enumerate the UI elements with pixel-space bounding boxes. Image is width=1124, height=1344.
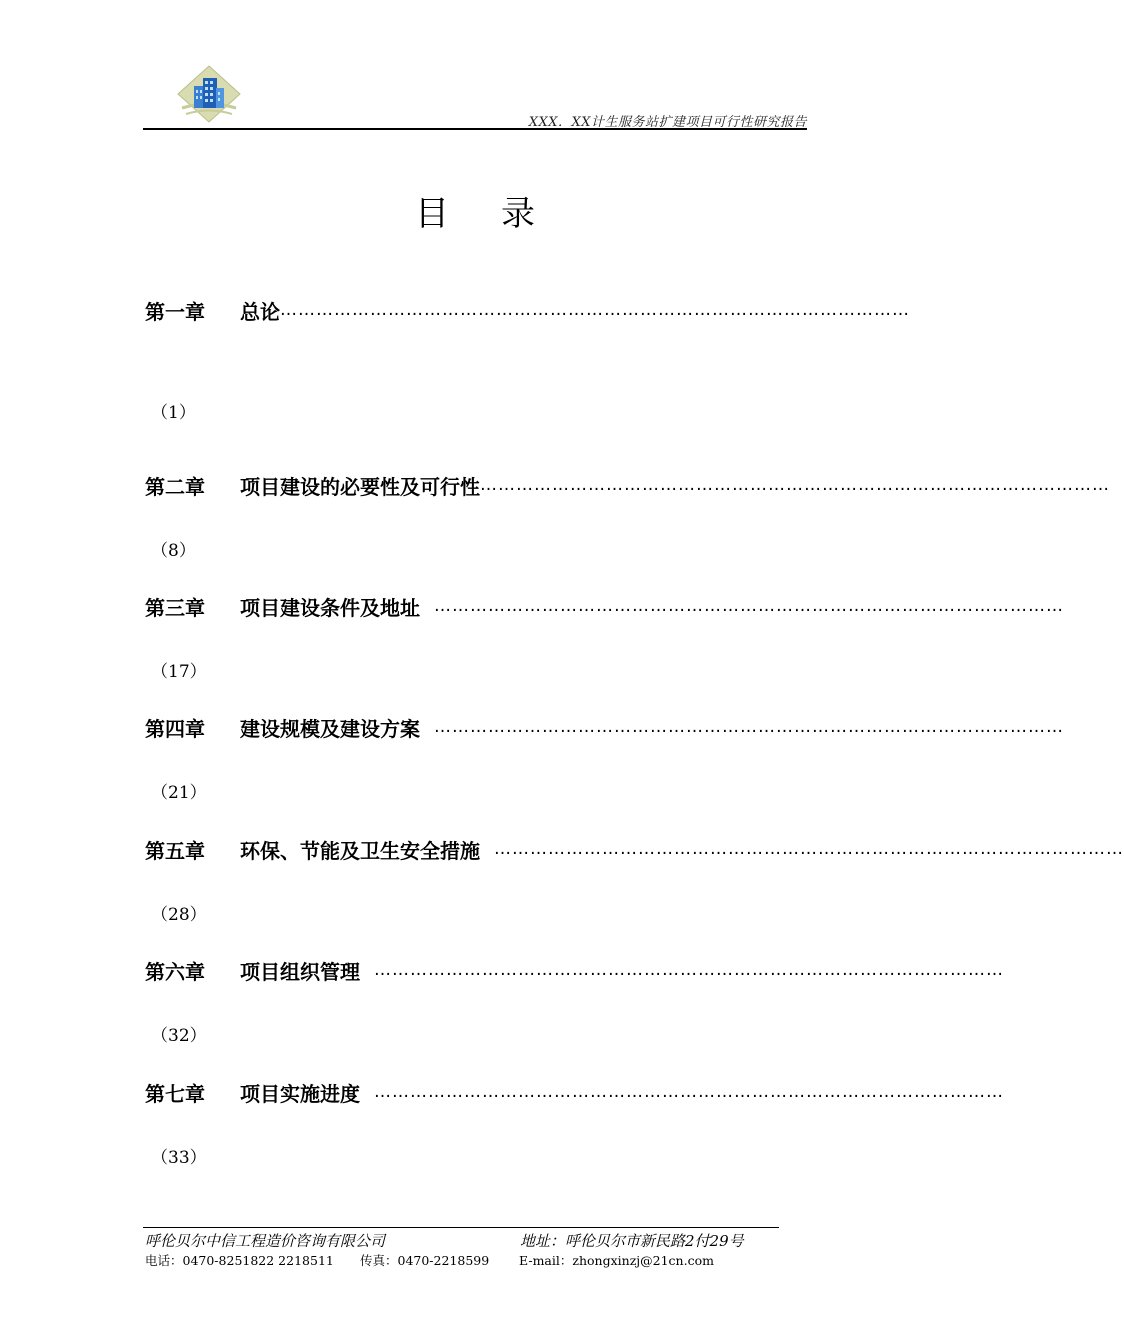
toc-page-number: （1） [151,403,196,423]
toc-entry[interactable] [145,591,1064,621]
footer-address: 地址：呼伦贝尔市新民路2付29号 [520,1232,744,1250]
toc-leader-dots: …………………………………………………………………………………………… [494,839,1124,859]
toc-leader-dots: …………………………………………………………………………………………… [280,300,910,320]
toc-entry[interactable] [145,712,1064,742]
toc-page-number: （28） [151,905,207,925]
toc-leader-dots: …………………………………………………………………………………………… [434,717,1064,737]
toc-chapter-title: 项目组织管理 [240,959,360,984]
footer-email[interactable]: E-mail：zhongxinzj@21cn.com [519,1253,714,1268]
toc-page-number: （8） [151,541,196,561]
page-title: 目录 [415,194,587,234]
footer-divider [143,1227,779,1228]
toc-chapter-title: 项目实施进度 [240,1081,360,1106]
building-logo-icon [176,64,242,128]
toc-entry[interactable] [145,470,1110,500]
toc-entry[interactable] [145,955,1004,985]
footer-phone: 电话：0470-8251822 2218511 [145,1253,334,1268]
toc-leader-dots: …………………………………………………………………………………………… [480,475,1110,495]
toc-chapter-title: 项目建设的必要性及可行性 [240,474,480,499]
toc-chapter-title: 项目建设条件及地址 [240,595,420,620]
toc-page-number: （17） [151,662,207,682]
report-header-title: XXX．XX计生服务站扩建项目可行性研究报告 [528,115,807,130]
toc-chapter-number: 第一章 [145,299,205,324]
toc-page-number: （32） [151,1026,207,1046]
footer-fax: 传真：0470-2218599 [360,1253,490,1268]
toc-chapter-title: 建设规模及建设方案 [240,716,420,741]
header-divider [143,128,807,130]
toc-chapter-number: 第三章 [145,595,205,620]
toc-entry[interactable] [145,834,1124,864]
toc-entry[interactable] [145,295,910,325]
toc-leader-dots: …………………………………………………………………………………………… [374,1082,1004,1102]
footer-company-name: 呼伦贝尔中信工程造价咨询有限公司 [145,1232,386,1250]
toc-chapter-number: 第七章 [145,1081,205,1106]
toc-leader-dots: …………………………………………………………………………………………… [434,596,1064,616]
toc-leader-dots: …………………………………………………………………………………………… [374,960,1004,980]
toc-chapter-title: 总论 [240,299,280,324]
toc-page-number: （21） [151,783,207,803]
toc-chapter-number: 第二章 [145,474,205,499]
toc-entry[interactable] [145,1077,1004,1107]
toc-chapter-number: 第六章 [145,959,205,984]
toc-chapter-number: 第四章 [145,716,205,741]
toc-chapter-number: 第五章 [145,838,205,863]
toc-chapter-title: 环保、节能及卫生安全措施 [240,838,480,863]
toc-page-number: （33） [151,1148,207,1168]
